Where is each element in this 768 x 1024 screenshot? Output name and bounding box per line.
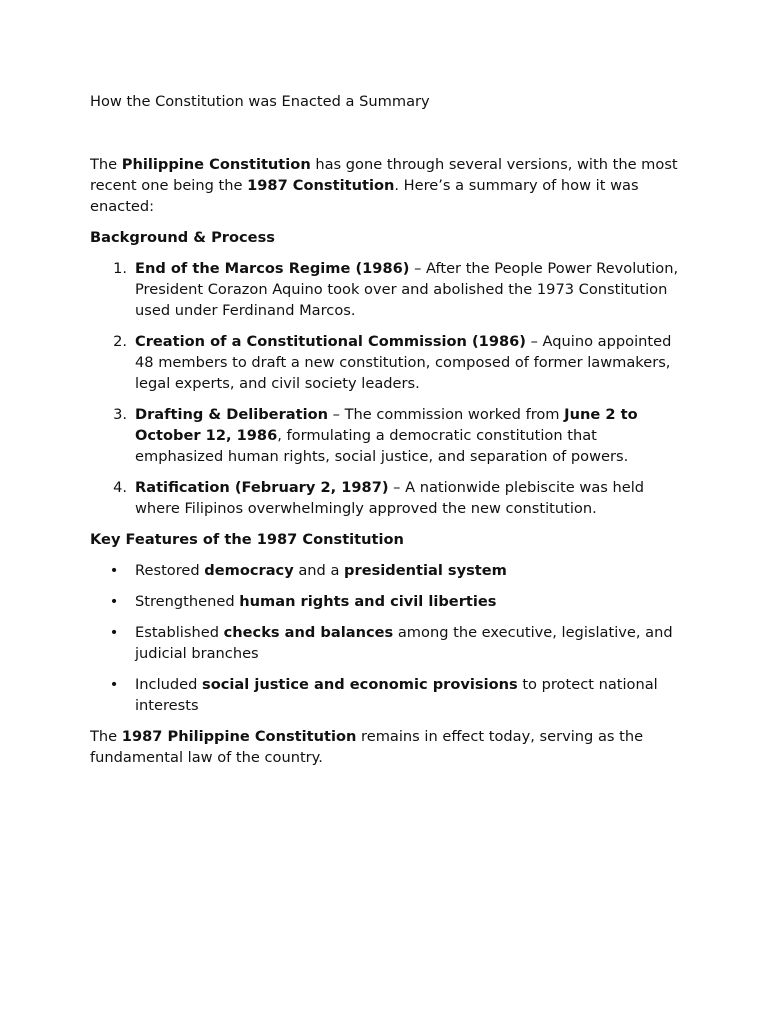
list-item bbox=[90, 560, 682, 581]
features-heading: Key Features of the 1987 Constitution bbox=[90, 531, 404, 548]
closing-bold: 1987 Philippine Constitution bbox=[121, 728, 357, 745]
closing-text-1: The bbox=[90, 728, 122, 745]
list-number: 1. bbox=[113, 260, 127, 277]
item-text: – Aquino appointed 48 members to draft a new constitution, composed of former lawmakers, legal experts, and civil society leaders. bbox=[135, 333, 672, 392]
item-bold: presidential system bbox=[344, 562, 507, 579]
item-bold: checks and balances bbox=[223, 624, 394, 641]
list-item bbox=[90, 404, 682, 467]
item-text: and a bbox=[293, 562, 345, 579]
closing-text-2: remains in effect today, serving as the fundamental law of the country. bbox=[90, 728, 644, 766]
list-item bbox=[90, 331, 682, 394]
list-number: 4. bbox=[113, 479, 127, 496]
closing-paragraph bbox=[90, 726, 682, 768]
intro-paragraph bbox=[90, 154, 682, 217]
bullet-icon: • bbox=[109, 624, 119, 641]
background-list bbox=[90, 258, 682, 519]
item-bold: social justice and economic provisions bbox=[202, 676, 518, 693]
bullet-icon: • bbox=[109, 676, 119, 693]
item-text: , formulating a democratic constitution that emphasized human rights, social justice, and separation of powers. bbox=[135, 427, 629, 465]
item-bold: Ratification (February 2, 1987) bbox=[135, 479, 389, 496]
background-heading: Background & Process bbox=[90, 229, 275, 246]
item-text: among the executive, legislative, and judicial branches bbox=[135, 624, 673, 662]
intro-text-1: The bbox=[90, 156, 122, 173]
item-text: – A nationwide plebiscite was held where Filipinos overwhelmingly approved the new constitution. bbox=[135, 479, 645, 517]
list-number: 2. bbox=[113, 333, 127, 350]
intro-bold-2: 1987 Constitution bbox=[247, 177, 395, 194]
bullet-icon: • bbox=[109, 562, 119, 579]
list-item bbox=[90, 622, 682, 664]
item-text: Strengthened bbox=[135, 593, 240, 610]
item-text: Restored bbox=[135, 562, 205, 579]
list-item bbox=[90, 477, 682, 519]
item-bold: democracy bbox=[204, 562, 294, 579]
list-item bbox=[90, 591, 682, 612]
item-text: to protect national interests bbox=[135, 676, 658, 714]
item-text: – The commission worked from bbox=[328, 406, 565, 423]
document-title: How the Constitution was Enacted a Summary bbox=[90, 93, 430, 110]
document-page bbox=[90, 91, 682, 768]
bullet-icon: • bbox=[109, 593, 119, 610]
intro-text-3: . Here’s a summary of how it was enacted: bbox=[90, 177, 639, 215]
item-bold: End of the Marcos Regime (1986) bbox=[135, 260, 410, 277]
intro-text-2: has gone through several versions, with the most recent one being the bbox=[90, 156, 678, 194]
list-item bbox=[90, 674, 682, 716]
intro-bold-1: Philippine Constitution bbox=[121, 156, 311, 173]
item-text: Established bbox=[135, 624, 224, 641]
item-bold: June 2 to October 12, 1986 bbox=[135, 406, 638, 444]
item-bold: human rights and civil liberties bbox=[239, 593, 497, 610]
item-bold: Drafting & Deliberation bbox=[135, 406, 329, 423]
list-item bbox=[90, 258, 682, 321]
features-list bbox=[90, 560, 682, 716]
item-text: – After the People Power Revolution, President Corazon Aquino took over and abolished the 1973 Constitution used under Ferdinand Marcos. bbox=[135, 260, 679, 319]
item-text: Included bbox=[135, 676, 203, 693]
item-bold: Creation of a Constitutional Commission (1986) bbox=[135, 333, 526, 350]
list-number: 3. bbox=[113, 406, 127, 423]
